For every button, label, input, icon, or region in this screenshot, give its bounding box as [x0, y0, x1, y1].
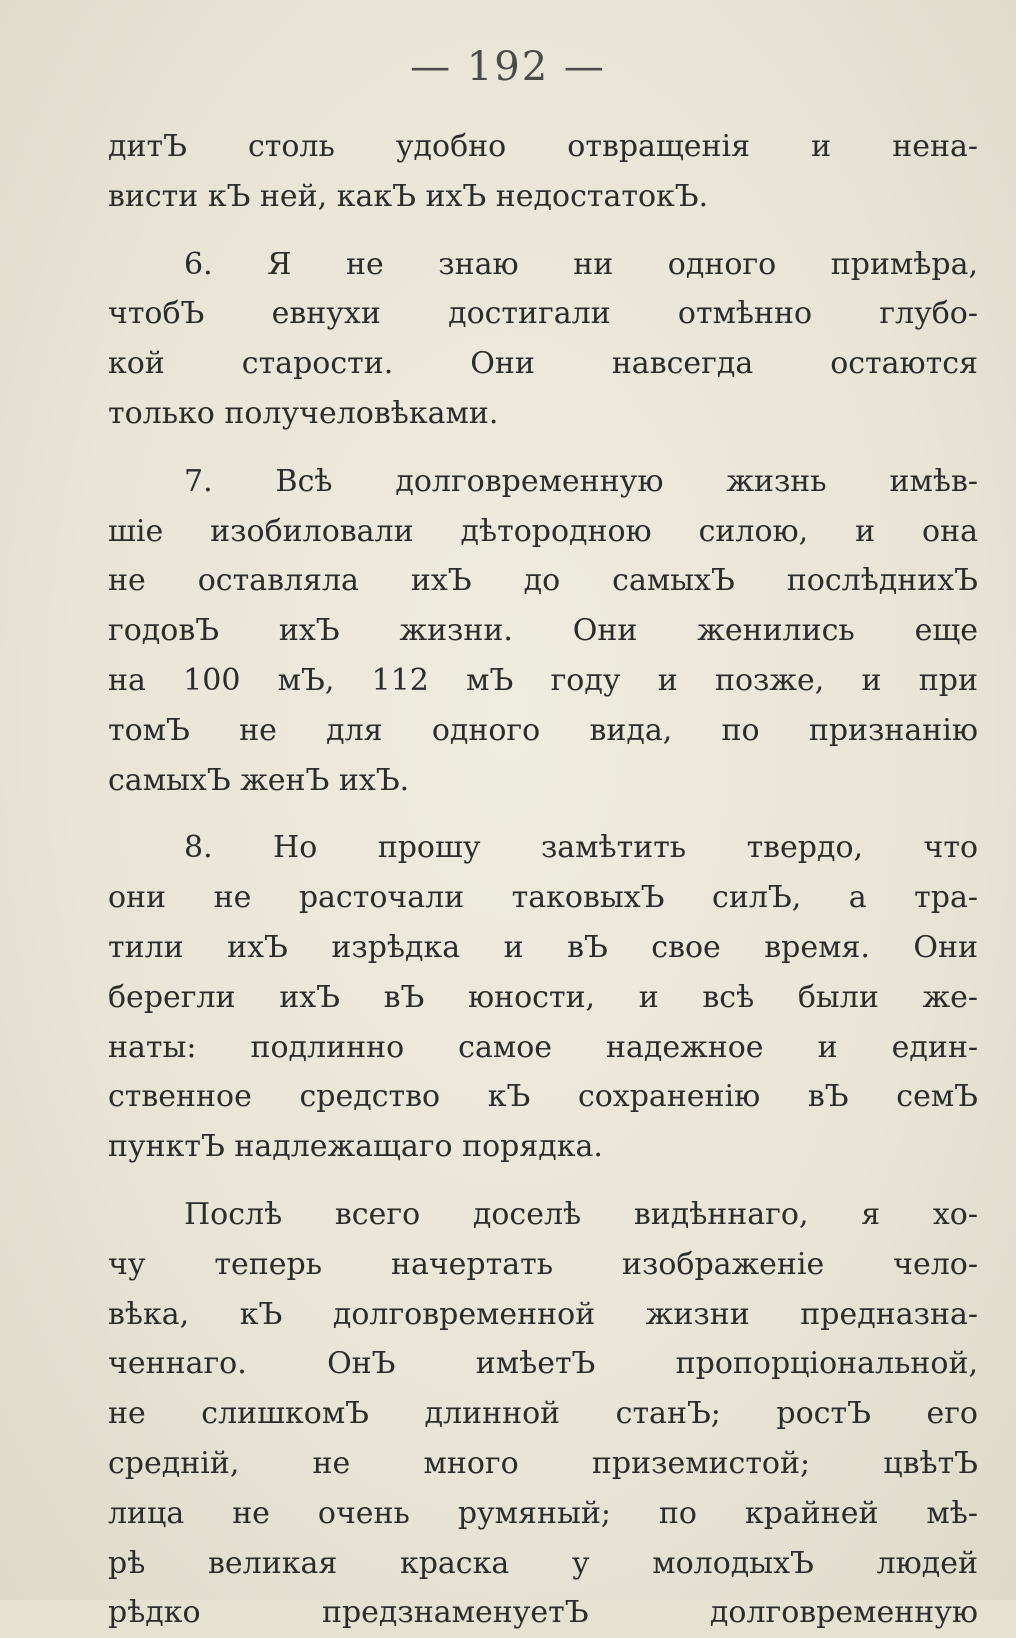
- text-line: самыхЪ женЪ ихЪ.: [108, 762, 410, 798]
- text-line: пунктЪ надлежащаго порядка.: [108, 1129, 603, 1165]
- text-line: 6. Я не знаю ни одного примѣра,: [184, 246, 978, 282]
- text-line: наты: подлинно самое надежное и един-: [108, 1029, 978, 1065]
- text-line: шіе изобиловали дѣтородною силою, и она: [108, 513, 978, 549]
- text-line: ственное средство кЪ сохраненію вЪ семЪ: [108, 1079, 978, 1115]
- text-line: не оставляла ихЪ до самыхЪ послѣднихЪ: [108, 563, 978, 599]
- text-line: 7. Всѣ долговременную жизнь имѣв-: [184, 463, 978, 499]
- paragraph-3: [108, 457, 978, 806]
- paragraph-1: [108, 122, 978, 222]
- text-line: дитЪ столь удобно отвращенія и нена-: [108, 129, 978, 164]
- text-line: лица не очень румяный; по крайней мѣ-: [108, 1495, 978, 1531]
- paragraph-2: [108, 240, 978, 439]
- text-line: ченнаго. ОнЪ имѣетЪ пропорціональной,: [108, 1346, 978, 1382]
- text-line: рѣ великая краска у молодыхЪ людей: [108, 1545, 978, 1581]
- text-line: тили ихЪ изрѣдка и вЪ свое время. Они: [108, 929, 978, 965]
- text-line: вѣка, кЪ долговременной жизни предназна-: [108, 1296, 978, 1332]
- paragraph-5: [108, 1190, 978, 1638]
- text-line: чу теперь начертать изображеніе чело-: [108, 1246, 978, 1282]
- text-body: [108, 122, 978, 1638]
- text-line: томЪ не для одного вида, по признанію: [108, 712, 978, 748]
- text-line: чтобЪ евнухи достигали отмѣнно глубо-: [108, 296, 978, 332]
- text-line: не слишкомЪ длинной станЪ; ростЪ его: [108, 1396, 978, 1432]
- text-line: годовЪ ихЪ жизни. Они женились еще: [108, 613, 978, 649]
- text-line: средній, не много приземистой; цвѣтЪ: [108, 1445, 978, 1481]
- paragraph-4: [108, 823, 978, 1172]
- text-line: рѣдко предзнаменуетЪ долговременную: [108, 1595, 978, 1631]
- text-line: кой старости. Они навсегда остаются: [108, 346, 978, 382]
- text-line: висти кЪ ней, какЪ ихЪ недостатокЪ.: [108, 178, 709, 214]
- text-line: только получеловѣками.: [108, 395, 499, 431]
- text-line: они не расточали таковыхЪ силЪ, а тра-: [108, 880, 978, 916]
- text-line: на 100 мЪ, 112 мЪ году и позже, и при: [108, 662, 978, 698]
- page-number: — 192 —: [410, 44, 606, 90]
- text-line: Послѣ всего доселѣ видѣннаго, я хо-: [184, 1196, 978, 1232]
- text-line: берегли ихЪ вЪ юности, и всѣ были же-: [108, 979, 978, 1015]
- text-line: 8. Но прошу замѣтить твердо, что: [184, 830, 978, 866]
